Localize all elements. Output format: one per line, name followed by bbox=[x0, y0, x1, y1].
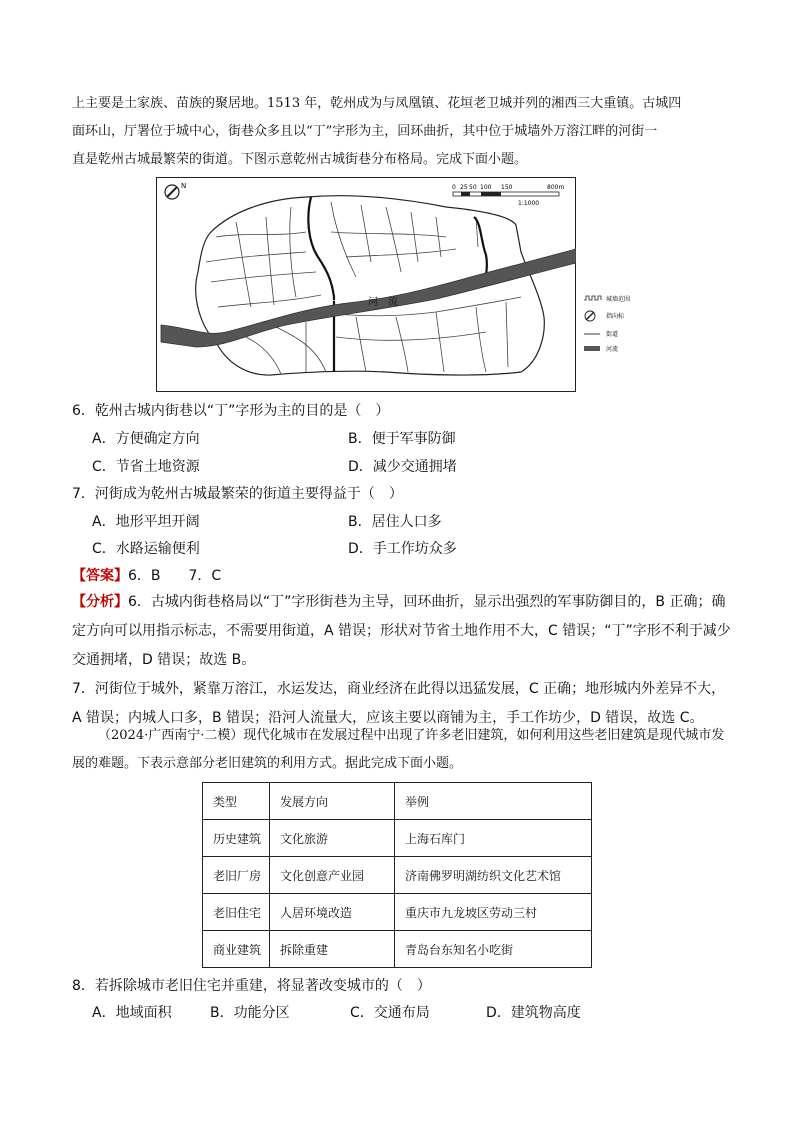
q6-option-c: C．节省土地资源 bbox=[92, 459, 200, 475]
table-cell: 人居环境改造 bbox=[270, 894, 395, 931]
legend-label-compass: 指向标 bbox=[606, 313, 625, 320]
answer-text: 6．B 7．C bbox=[128, 568, 222, 584]
table-cell: 历史建筑 bbox=[203, 820, 270, 857]
answer-tag: 【答案】 bbox=[72, 568, 128, 584]
q7-option-c: C．水路运输便利 bbox=[92, 541, 200, 557]
scale-tick-0: 0 bbox=[452, 184, 456, 191]
q8-option-c: C．交通布局 bbox=[350, 1005, 430, 1021]
q6-stem: 6．乾州古城内街巷以“丁”字形为主的目的是（ ） bbox=[72, 403, 390, 419]
river-label: 河 流 bbox=[368, 297, 398, 308]
q8-option-d: D．建筑物高度 bbox=[486, 1005, 581, 1021]
old-building-table bbox=[202, 782, 592, 968]
map-legend bbox=[582, 292, 672, 354]
city-wall-icon bbox=[584, 296, 601, 300]
table-cell: 青岛台东知名小吃街 bbox=[395, 931, 592, 968]
q6-option-d: D．减少交通拥堵 bbox=[348, 459, 457, 475]
table-header-cell: 发展方向 bbox=[270, 783, 395, 820]
table-header-cell: 举例 bbox=[395, 783, 592, 820]
q8-stem: 8．若拆除城市老旧住宅并重建，将显著改变城市的（ ） bbox=[72, 978, 431, 994]
passage-line-1: 上主要是土家族、苗族的聚居地。1513 年，乾州成为与凤凰镇、花垣老卫城并列的湘西三大重镇。古城四 bbox=[72, 96, 682, 111]
table-cell: 上海石库门 bbox=[395, 820, 592, 857]
table-header-cell: 类型 bbox=[203, 783, 270, 820]
scale-tick-800m: 800m bbox=[547, 184, 565, 191]
legend-label-street: 街道 bbox=[606, 331, 619, 338]
passage-line-3: 直是乾州古城最繁荣的街道。下图示意乾州古城街巷分布格局。完成下面小题。 bbox=[72, 152, 528, 167]
table-cell: 拆除重建 bbox=[270, 931, 395, 968]
river-band-icon bbox=[584, 346, 600, 351]
analysis-q6: 6．古城内街巷格局以“丁”字形街巷为主导，回环曲折，显示出强烈的军事防御目的，B 正确；确定方向可以用指示标志，不需要用街道，A 错误；形状对节省土地作用不大，C 错误；“丁”字形不利于减少交通拥堵，D 错误；故选 B。 bbox=[72, 594, 731, 668]
analysis-q7: 7．河街位于城外，紧靠万溶江，水运发达，商业经济在此得以迅猛发展，C 正确；地形城内外差异不大，A 错误；内城人口多，B 错误；沿河人流量大，应该主要以商铺为主，手工作坊少，D 错误，故选 C。 bbox=[72, 681, 726, 726]
analysis-block bbox=[72, 588, 732, 733]
section-intro: （2024·广西南宁·二模）现代化城市在发展过程中出现了许多老旧建筑，如何利用这些老旧建筑是现代城市发展的难题。下表示意部分老旧建筑的利用方式。据此完成下面小题。 bbox=[72, 728, 725, 771]
ancient-city-street-map bbox=[156, 177, 576, 392]
city-boundary bbox=[196, 196, 545, 375]
scale-tick-50: 50 bbox=[469, 184, 477, 191]
passage-line-2: 面环山，厅署位于城中心，街巷众多且以“丁”字形为主，回环曲折，其中位于城墙外万溶江畔的河街一 bbox=[72, 124, 658, 139]
table-row bbox=[203, 857, 592, 894]
table-row bbox=[203, 894, 592, 931]
table-cell: 老旧住宅 bbox=[203, 894, 270, 931]
q6-option-a: A．方便确定方向 bbox=[92, 431, 200, 447]
table-row bbox=[203, 931, 592, 968]
legend-label-wall: 城墙范围 bbox=[606, 296, 631, 303]
table-cell: 老旧厂房 bbox=[203, 857, 270, 894]
scale-tick-25: 25 bbox=[460, 184, 468, 191]
legend-label-river: 河流 bbox=[606, 346, 619, 353]
answer-line bbox=[72, 565, 221, 585]
table-cell: 重庆市九龙坡区劳动三村 bbox=[395, 894, 592, 931]
table-header-row bbox=[203, 783, 592, 820]
table-cell: 文化旅游 bbox=[270, 820, 395, 857]
scale-tick-100: 100 bbox=[480, 184, 492, 191]
analysis-tag: 【分析】 bbox=[72, 594, 128, 610]
q8-option-b: B．功能分区 bbox=[210, 1005, 290, 1021]
table-cell: 商业建筑 bbox=[203, 931, 270, 968]
q7-option-b: B．居住人口多 bbox=[348, 514, 442, 530]
scale-tick-150: 150 bbox=[501, 184, 513, 191]
q7-stem: 7．河街成为乾州古城最繁荣的街道主要得益于（ ） bbox=[72, 486, 403, 502]
q8-option-a: A．地域面积 bbox=[92, 1005, 172, 1021]
table-row bbox=[203, 820, 592, 857]
q7-option-a: A．地形平坦开阔 bbox=[92, 514, 200, 530]
table-cell: 济南佛罗明湖纺织文化艺术馆 bbox=[395, 857, 592, 894]
table-cell: 文化创意产业园 bbox=[270, 857, 395, 894]
q6-option-b: B．便于军事防御 bbox=[348, 431, 456, 447]
q7-option-d: D．手工作坊众多 bbox=[348, 541, 457, 557]
north-label: N bbox=[181, 182, 187, 190]
scale-ratio: 1:1000 bbox=[518, 200, 540, 207]
